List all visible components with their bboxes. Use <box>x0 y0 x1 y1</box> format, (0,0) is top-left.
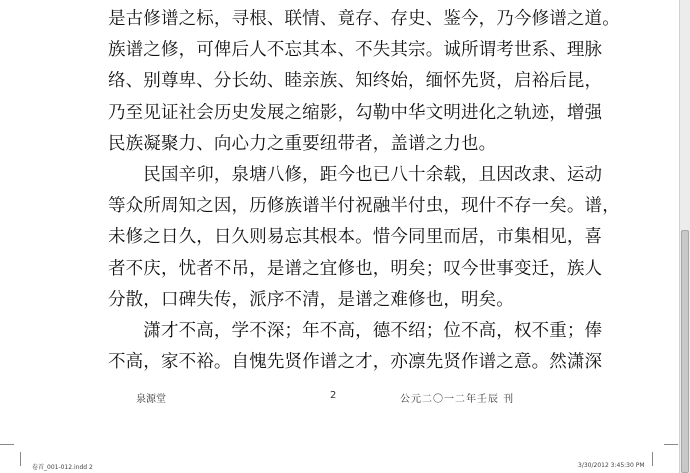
text-line: 民族凝聚力、向心力之重要纽带者，盖谱之力也。 <box>108 133 497 154</box>
body-text <box>108 4 620 378</box>
text-line: 是古修谱之标，寻根、联情、竟存、存史、鉴今，乃今修谱之道。 <box>108 9 620 29</box>
text-line: 不高，家不裕。自愧先贤作谱之才，亦凛先贤作谱之意。然潇深 <box>108 352 603 373</box>
text-line: 分散，口碑失传，派序不清，是谱之难修也，明矣。 <box>108 289 514 310</box>
slug-timestamp: 3/30/2012 3:45:30 PM <box>578 462 645 469</box>
footer-date: 公元二〇一二年壬辰 刊 <box>400 394 515 405</box>
text-line: 等众所周知之因，历修族谱半付祝融半付虫，现什不存一矣。谱， <box>108 196 620 217</box>
crop-mark <box>0 444 14 445</box>
text-line: 族谱之修，可俾后人不忘其本、不失其宗。诚所谓考世系、理脉 <box>108 40 603 61</box>
text-line: 者不庆，忧者不吊，是谱之宜修也，明矣；叹今世事变迁，族人 <box>108 258 603 279</box>
slug-filename: 卷首_001-012.indd 2 <box>32 464 93 471</box>
page-number: 2 <box>330 390 337 401</box>
crop-mark <box>652 452 653 466</box>
text-line: 未修之日久，日久则易忘其根本。惜今同里而居，市集相见，喜 <box>108 227 603 248</box>
footer-hall-name: 泉源堂 <box>136 394 166 405</box>
text-line: 络、别尊卑、分长幼、睦亲族、知终始，缅怀先贤，启裕后昆， <box>108 71 603 92</box>
scrollbar-thumb[interactable] <box>681 230 689 473</box>
text-line: 乃至见证社会历史发展之缩影，勾勒中华文明进化之轨迹，增强 <box>108 102 603 123</box>
text-line: 民国辛卯，泉塘八修，距今也已八十余载，且因改隶、运动 <box>108 164 603 185</box>
crop-mark <box>664 444 678 445</box>
crop-mark <box>20 452 21 466</box>
vertical-scrollbar[interactable] <box>679 0 690 473</box>
text-line: 潇才不高，学不深；年不高，德不绍；位不高，权不重；俸 <box>108 320 603 341</box>
